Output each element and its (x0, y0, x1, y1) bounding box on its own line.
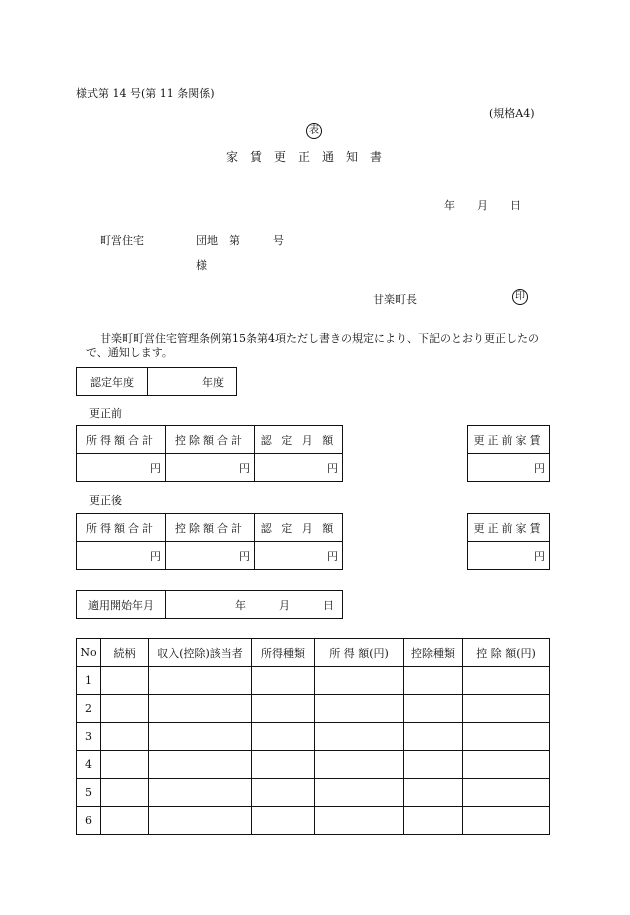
cert-year-unit: 年度 (148, 368, 237, 396)
row-number: 2 (77, 695, 101, 723)
rent-cell: 円 (468, 454, 550, 482)
deduction-total-cell: 円 (166, 542, 255, 570)
addressee-honorific: 様 (196, 259, 207, 272)
col-header-person: 収入(控除)該当者 (149, 639, 252, 667)
monthly-income-header: 認 定 月 額 (255, 514, 343, 542)
table-row (77, 723, 550, 751)
cert-year-label: 認定年度 (77, 368, 148, 396)
issue-date: 年 月 日 (444, 199, 521, 212)
col-header-deduction-type: 控除種類 (404, 639, 463, 667)
monthly-income-header: 認 定 月 額 (255, 426, 343, 454)
row-number: 4 (77, 751, 101, 779)
paper-size: (規格A4) (489, 107, 535, 120)
col-header-relation: 続柄 (101, 639, 149, 667)
body-paragraph: 甘楽町町営住宅管理条例第15条第4項ただし書きの規定により、下記のとおり更正したので、通知します。 (86, 332, 539, 359)
start-label: 適用開始年月 (77, 591, 166, 619)
monthly-income-cell: 円 (255, 542, 343, 570)
row-number: 3 (77, 723, 101, 751)
issuer-name: 甘楽町長 (373, 293, 417, 306)
rent-cell: 円 (468, 542, 550, 570)
rent-header: 更正前家賃 (468, 426, 550, 454)
before-rent-table (467, 425, 550, 482)
table-row (77, 779, 550, 807)
front-stamp: 表 (306, 123, 322, 139)
start-value: 年 月 日 (166, 591, 343, 619)
col-header-income-type: 所得種類 (252, 639, 315, 667)
row-number: 5 (77, 779, 101, 807)
before-income-table (76, 425, 343, 482)
deduction-total-header: 控除額合計 (166, 514, 255, 542)
income-total-cell: 円 (77, 542, 166, 570)
col-header-no: No (77, 639, 101, 667)
row-number: 6 (77, 807, 101, 835)
after-income-table (76, 513, 343, 570)
estate-line: 団地 第 号 (196, 234, 284, 247)
monthly-income-cell: 円 (255, 454, 343, 482)
cert-year-table (76, 367, 237, 396)
rent-header: 更正前家賃 (468, 514, 550, 542)
before-label: 更正前 (89, 407, 122, 420)
table-row (77, 807, 550, 835)
housing-label: 町営住宅 (100, 234, 144, 247)
income-total-header: 所得額合計 (77, 514, 166, 542)
members-table (76, 638, 550, 835)
form-number: 様式第 14 号(第 11 条関係) (76, 87, 215, 100)
col-header-income-amount: 所 得 額(円) (315, 639, 404, 667)
document-title: 家 賃 更 正 通 知 書 (226, 150, 383, 164)
col-header-deduction-amount: 控 除 額(円) (463, 639, 550, 667)
table-row (77, 695, 550, 723)
deduction-total-header: 控除額合計 (166, 426, 255, 454)
after-label: 更正後 (89, 494, 122, 507)
after-rent-table (467, 513, 550, 570)
income-total-header: 所得額合計 (77, 426, 166, 454)
income-total-cell: 円 (77, 454, 166, 482)
table-row (77, 667, 550, 695)
official-seal: 印 (512, 289, 528, 305)
start-date-table (76, 590, 343, 619)
table-row (77, 751, 550, 779)
deduction-total-cell: 円 (166, 454, 255, 482)
row-number: 1 (77, 667, 101, 695)
